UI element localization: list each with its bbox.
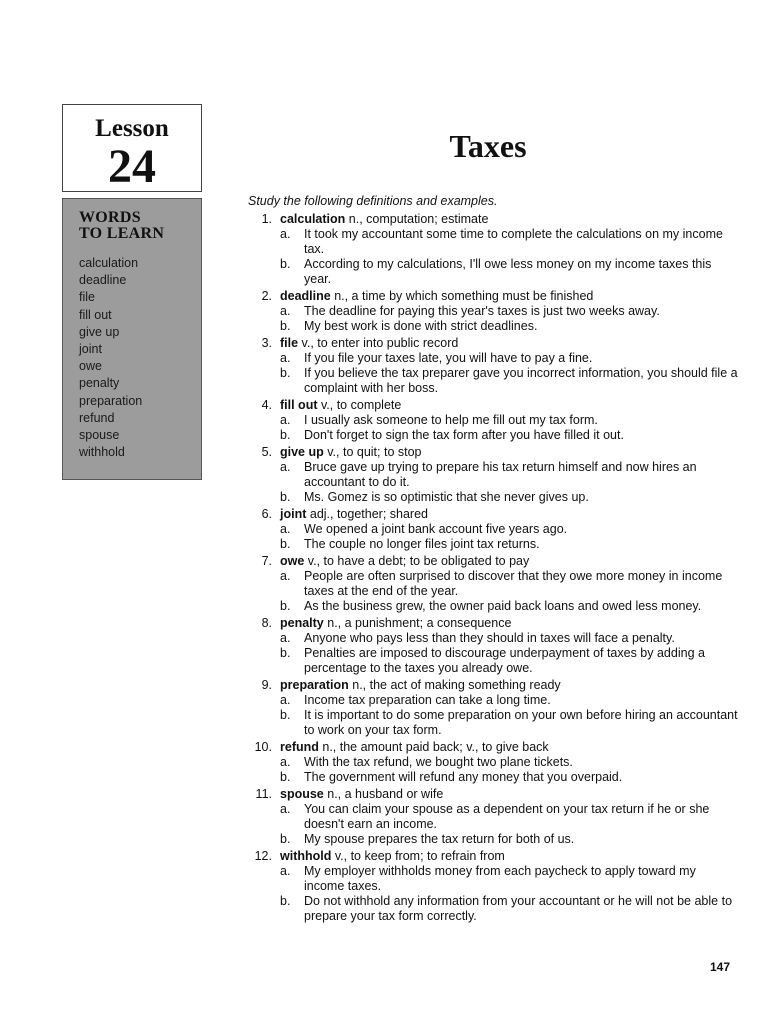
entry-definition: n., a punishment; a consequence [323, 616, 512, 630]
entry-number: 6. [261, 507, 272, 521]
entry-word: file [280, 336, 299, 350]
example-sentence [248, 490, 738, 505]
example-sentence [248, 631, 738, 646]
example-sentence [248, 351, 738, 366]
example-text: My spouse prepares the tax return for both of us. [304, 832, 575, 846]
entry-number: 2. [261, 289, 272, 303]
example-letter: a. [280, 522, 291, 536]
entry-definition: n., a husband or wife [323, 787, 444, 801]
example-letter: a. [280, 569, 291, 583]
entry-definition: v., to have a debt; to be obligated to pay [304, 554, 530, 568]
example-letter: a. [280, 755, 291, 769]
instructions: Study the following definitions and examples. [248, 194, 498, 208]
definitions-list [248, 212, 738, 926]
entry-number: 3. [261, 336, 272, 350]
example-text: The couple no longer files joint tax returns. [304, 537, 540, 551]
entry-headword-line [248, 740, 738, 755]
definition-entry [248, 616, 738, 676]
sidebar-word: owe [79, 359, 102, 374]
lesson-label: Lesson [95, 115, 169, 142]
entry-definition: adj., together; shared [306, 507, 428, 521]
entry-number: 9. [261, 678, 272, 692]
example-sentence [248, 319, 738, 334]
example-sentence [248, 257, 738, 287]
example-letter: a. [280, 413, 291, 427]
example-letter: b. [280, 319, 291, 333]
example-sentence [248, 460, 738, 490]
entry-number: 12. [254, 849, 272, 863]
example-sentence [248, 864, 738, 894]
example-text: I usually ask someone to help me fill out my tax form. [304, 413, 598, 427]
entry-headword-line [248, 787, 738, 802]
example-letter: a. [280, 693, 291, 707]
example-sentence [248, 304, 738, 319]
sidebar-word: fill out [79, 307, 112, 322]
example-letter: b. [280, 770, 291, 784]
definition-entry [248, 507, 738, 552]
example-text: As the business grew, the owner paid back loans and owed less money. [304, 599, 702, 613]
example-sentence [248, 428, 738, 443]
example-text: If you believe the tax preparer gave you incorrect information, you should file a complaint with her boss. [304, 366, 738, 395]
words-to-learn-heading [79, 210, 164, 242]
entry-word: penalty [280, 616, 324, 630]
example-letter: b. [280, 490, 291, 504]
example-letter: a. [280, 460, 291, 474]
page-number: 147 [710, 960, 731, 974]
entry-headword-line [248, 616, 738, 631]
example-letter: a. [280, 227, 291, 241]
example-text: With the tax refund, we bought two plane tickets. [304, 755, 573, 769]
entry-definition: v., to enter into public record [298, 336, 459, 350]
sidebar-word: file [79, 290, 95, 305]
entry-headword-line [248, 336, 738, 351]
entry-word: give up [280, 445, 324, 459]
example-sentence [248, 413, 738, 428]
entry-number: 8. [261, 616, 272, 630]
entry-headword-line [248, 678, 738, 693]
example-text: If you file your taxes late, you will have to pay a fine. [304, 351, 593, 365]
entry-number: 10. [254, 740, 272, 754]
words-to-learn-box [62, 198, 202, 480]
entry-definition: n., the amount paid back; v., to give back [318, 740, 549, 754]
example-text: Penalties are imposed to discourage underpayment of taxes by adding a percentage to the taxes you already owe. [304, 646, 705, 675]
example-sentence [248, 755, 738, 770]
example-text: Do not withhold any information from your accountant or he will not be able to prepare your tax form correctly. [304, 894, 733, 923]
definition-entry [248, 336, 738, 396]
example-sentence [248, 646, 738, 676]
example-letter: b. [280, 894, 291, 908]
example-text: Anyone who pays less than they should in taxes will face a penalty. [304, 631, 675, 645]
entry-word: fill out [280, 398, 318, 412]
entry-number: 5. [261, 445, 272, 459]
lesson-number: 24 [108, 140, 156, 193]
definition-entry [248, 849, 738, 924]
example-letter: b. [280, 366, 291, 380]
example-letter: a. [280, 631, 291, 645]
example-text: You can claim your spouse as a dependent on your tax return if he or she doesn't earn an income. [304, 802, 710, 831]
entry-headword-line [248, 289, 738, 304]
example-sentence [248, 693, 738, 708]
example-text: Ms. Gomez is so optimistic that she never gives up. [304, 490, 589, 504]
example-text: Bruce gave up trying to prepare his tax return himself and now hires an accountant to do it. [304, 460, 697, 489]
page-title: Taxes [449, 128, 527, 164]
entry-word: calculation [280, 212, 346, 226]
example-sentence [248, 599, 738, 614]
entry-word: spouse [280, 787, 324, 801]
heading-line-2: TO LEARN [79, 225, 165, 242]
entry-definition: n., computation; estimate [345, 212, 489, 226]
example-text: We opened a joint bank account five years ago. [304, 522, 568, 536]
sidebar-word: withhold [79, 445, 125, 460]
example-sentence [248, 537, 738, 552]
entry-number: 11. [255, 787, 272, 801]
example-text: It is important to do some preparation on your own before hiring an accountant to work on your tax form. [304, 708, 738, 737]
sidebar-word: penalty [79, 376, 120, 391]
entry-headword-line [248, 507, 738, 522]
example-letter: b. [280, 599, 291, 613]
example-letter: b. [280, 646, 291, 660]
word-list [79, 255, 142, 461]
entry-word: withhold [280, 849, 332, 863]
entry-headword-line [248, 212, 738, 227]
example-letter: b. [280, 537, 291, 551]
definition-entry [248, 554, 738, 614]
example-text: My best work is done with strict deadlines. [304, 319, 538, 333]
definition-entry [248, 212, 738, 287]
entry-definition: v., to quit; to stop [323, 445, 422, 459]
example-letter: b. [280, 708, 291, 722]
sidebar-word: spouse [79, 428, 120, 443]
example-letter: b. [280, 257, 291, 271]
entry-word: owe [280, 554, 305, 568]
entry-headword-line [248, 398, 738, 413]
entry-number: 1. [261, 212, 272, 226]
entry-word: joint [280, 507, 307, 521]
sidebar-word: deadline [79, 273, 127, 288]
example-text: Income tax preparation can take a long time. [304, 693, 551, 707]
example-sentence [248, 227, 738, 257]
definition-entry [248, 289, 738, 334]
example-sentence [248, 708, 738, 738]
definition-entry [248, 740, 738, 785]
entry-definition: n., a time by which something must be finished [330, 289, 594, 303]
example-sentence [248, 770, 738, 785]
entry-definition: v., to complete [317, 398, 402, 412]
entry-definition: v., to keep from; to refrain from [331, 849, 505, 863]
example-letter: a. [280, 304, 291, 318]
example-sentence [248, 802, 738, 832]
example-text: The government will refund any money that you overpaid. [304, 770, 623, 784]
example-sentence [248, 522, 738, 537]
example-text: The deadline for paying this year's taxes is just two weeks away. [304, 304, 660, 318]
entry-headword-line [248, 445, 738, 460]
example-sentence [248, 569, 738, 599]
example-letter: b. [280, 832, 291, 846]
sidebar-word: give up [79, 324, 120, 339]
definition-entry [248, 787, 738, 847]
definition-entry [248, 678, 738, 738]
entry-number: 7. [261, 554, 272, 568]
example-text: Don't forget to sign the tax form after you have filled it out. [304, 428, 624, 442]
example-letter: a. [280, 802, 291, 816]
entry-definition: n., the act of making something ready [348, 678, 561, 692]
example-sentence [248, 894, 738, 924]
sidebar-word: joint [79, 342, 102, 357]
sidebar-word: refund [79, 410, 115, 425]
entry-headword-line [248, 554, 738, 569]
example-letter: a. [280, 864, 291, 878]
example-letter: a. [280, 351, 291, 365]
definition-entry [248, 445, 738, 505]
example-sentence [248, 832, 738, 847]
example-text: It took my accountant some time to complete the calculations on my income tax. [304, 227, 723, 256]
entry-number: 4. [261, 398, 272, 412]
example-text: People are often surprised to discover that they owe more money in income taxes at the end of the year. [304, 569, 723, 598]
sidebar-word: preparation [79, 393, 143, 408]
heading-line-1: WORDS [79, 209, 141, 226]
sidebar-word: calculation [79, 256, 139, 270]
example-sentence [248, 366, 738, 396]
definition-entry [248, 398, 738, 443]
entry-word: deadline [280, 289, 331, 303]
entry-word: preparation [280, 678, 349, 692]
lesson-box [62, 104, 202, 192]
entry-word: refund [280, 740, 319, 754]
example-text: My employer withholds money from each paycheck to apply toward my income taxes. [304, 864, 696, 893]
example-text: According to my calculations, I'll owe less money on my income taxes this year. [304, 257, 712, 286]
example-letter: b. [280, 428, 291, 442]
entry-headword-line [248, 849, 738, 864]
